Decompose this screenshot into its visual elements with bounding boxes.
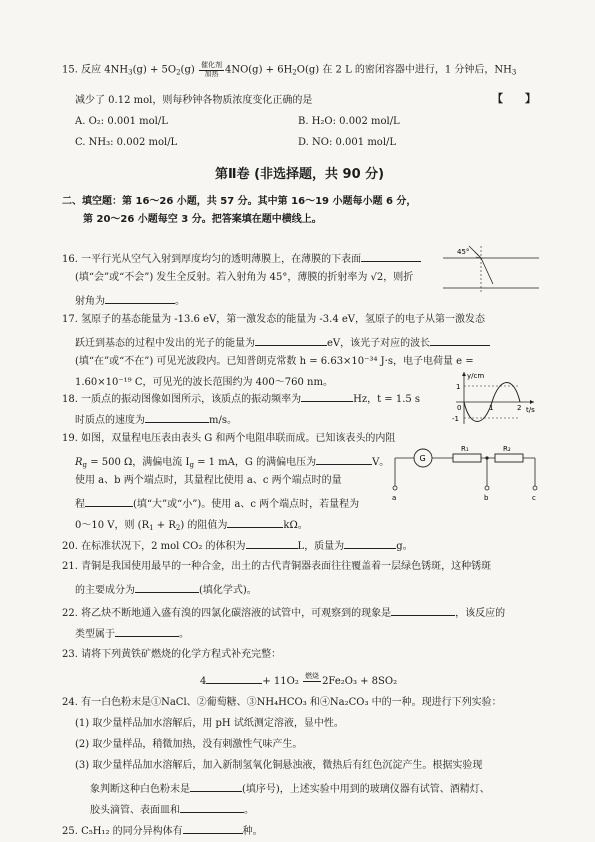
q17-line2: 跃迁到基态的过程中发出的光子的能量为 eV，该光子对应的波长 [75, 334, 490, 351]
q22-blank-2[interactable] [115, 625, 179, 637]
answer-bracket: 【 】 [492, 92, 536, 105]
q15-option-a: A. O₂: 0.001 mol/L [75, 116, 168, 127]
y-tick-1: 1 [456, 383, 461, 391]
q16-blank-1[interactable] [361, 250, 421, 262]
q17-line1: 17. 氢原子的基态能量为 -13.6 eV，第一激发态的能量为 -3.4 eV，氢原子的电子从第一激发态 [62, 314, 486, 325]
terminal-c-label: c [532, 494, 536, 502]
q23-line1: 23. 请将下列黄铁矿燃烧的化学方程式补充完整： [62, 649, 282, 660]
q16-line3: 射角为 。 [75, 292, 185, 309]
voltmeter-circuit [383, 440, 543, 502]
q25-line: 25. C₅H₁₂ 的同分异构体有 种。 [62, 822, 263, 839]
terminal-b-label: b [484, 494, 489, 502]
q24-line5: 象判断这种白色粉末是 (填序号)，上述实验中用到的玻璃仪器有试管、酒精灯、 [90, 780, 490, 797]
q18-line1: 18. 一质点的振动图像如图所示，该质点的振动频率为 Hz，t = 1.5 s [62, 390, 420, 407]
q19-blank-3[interactable] [227, 516, 283, 528]
q18-blank-2[interactable] [145, 411, 209, 423]
q19-line3: 使用 a、b 两个端点时，其量程比使用 a、c 两个端点时的量 [75, 475, 342, 486]
q24-line3: (2) 取少量样品，稍微加热，没有刺激性气味产生。 [75, 739, 303, 750]
q15-line2: 减少了 0.12 mol，则每秒钟各物质浓度变化正确的是 [75, 95, 313, 106]
galvanometer-label: G [419, 454, 426, 463]
q16-line1: 16. 一平行光从空气入射到厚度均匀的透明薄膜上，在薄膜的下表面 [62, 250, 421, 267]
q23-blank[interactable] [206, 672, 262, 684]
q19-line1: 19. 如图，双量程电压表由表头 G 和两个电阻串联而成。已知该表头的内阻 [62, 433, 396, 444]
q24-blank-1[interactable] [190, 780, 242, 792]
r2-label: R₂ [503, 445, 511, 453]
q24-line6: 胶头滴管、表面皿和 。 [90, 801, 254, 818]
q19-line5: 0～10 V，则 $(R_1 + R_2)$ 的阻值为 kΩ。 [75, 516, 308, 533]
q17-blank-2[interactable] [430, 334, 490, 346]
x-axis-label: t/s [526, 406, 535, 414]
q25-blank[interactable] [183, 822, 243, 834]
q22-line2: 类型属于 。 [75, 625, 189, 642]
vibration-graph [442, 368, 542, 428]
q24-line1: 24. 有一白色粉末是①NaCl、②葡萄糖、③NH₄HCO₃ 和④Na₂CO₃ 中的一种。现进行下列实验： [62, 697, 502, 708]
q22-blank-1[interactable] [391, 604, 455, 616]
q19-blank-1[interactable] [316, 453, 372, 465]
q24-line2: (1) 取少量样品加水溶解后，用 pH 试纸测定溶液，显中性。 [75, 718, 344, 729]
x-tick-2: 2 [517, 404, 522, 412]
q15-line1: 15. 反应 $4NH_3(g) + 5O_2(g)$ $\frac{\text{催化剂}}{\text{加热}}$ $4NO(g) + 6H_2O(g)$ 在 2 L 的密闭容器中进行，1 分钟后，$NH_3$ [62, 61, 517, 78]
q19-line4: 程 (填“大”或“小”)。使用 a、c 两个端点时，若量程为 [75, 495, 359, 512]
y-axis-label: y/cm [467, 372, 485, 380]
section-intro-2: 第 20～26 小题每空 3 分。把答案填在题中横线上。 [83, 214, 322, 225]
q19-blank-2[interactable] [85, 495, 133, 507]
origin-label: 0 [457, 404, 462, 412]
q21-line2: 的主要成分为 (填化学式)。 [75, 581, 257, 598]
section-title: 第Ⅱ卷 (非选择题，共 90 分) [215, 167, 385, 182]
q17-line3: (填“在”或“不在”) 可见光波段内。已知普朗克常数 h = 6.63×10⁻³⁴ J·s，电子电荷量 e = [75, 356, 474, 367]
q18-line2: 时质点的速度为 m/s。 [75, 411, 237, 428]
q20-blank-2[interactable] [344, 537, 396, 549]
q21-line1: 21. 青铜是我国使用最早的一种合金，出土的古代青铜器表面往往覆盖着一层绿色锈斑，这种锈斑 [62, 561, 492, 572]
q15-option-b: B. H₂O: 0.002 mol/L [298, 116, 400, 127]
section-intro-1: 二、填空题：第 16～26 小题，共 57 分。其中第 16～19 小题每小题 6 分， [62, 196, 417, 207]
combustion-condition: 燃烧 [305, 672, 320, 681]
q15-option-c: C. NH₃: 0.002 mol/L [75, 137, 178, 148]
q21-blank[interactable] [135, 581, 199, 593]
q20-line: 20. 在标准状况下，2 mol CO₂ 的体积为 L，质量为 g。 [62, 537, 413, 554]
q22-line1: 22. 将乙炔不断地通入盛有溴的四氯化碳溶液的试管中，可观察到的现象是 ，该反应的 [62, 604, 505, 621]
q19-line2: $R_g = 500$ Ω，满偏电流 $I_g = 1$ mA，G 的满偏电压为 V。 [75, 453, 389, 470]
q17-line4: 1.60×10⁻¹⁹ C，可见光的波长范围约为 400～760 nm。 [75, 377, 333, 388]
q24-line4: (3) 取少量样品加水溶解后，加入新制氢氧化铜悬浊液，微热后有红色沉淀产生。根据实验现 [75, 760, 483, 771]
q18-blank-1[interactable] [301, 390, 353, 402]
incidence-angle-label: 45° [457, 248, 470, 256]
terminal-a-label: a [392, 494, 397, 502]
q20-blank-1[interactable] [246, 537, 298, 549]
film-refraction-figure [435, 244, 543, 296]
r1-label: R₁ [461, 445, 469, 453]
q23-equation: 4 + 11O₂ 燃烧 2Fe₂O₃ + 8SO₂ [200, 672, 397, 690]
q17-blank-1[interactable] [255, 334, 327, 346]
q16-blank-2[interactable] [105, 292, 175, 304]
q24-blank-2[interactable] [180, 801, 244, 813]
q16-line2: (填“会”或“不会”) 发生全反射。若入射角为 45°，薄膜的折射率为 √2，则折 [75, 272, 414, 283]
reaction-condition: $\frac{\text{催化剂}}{\text{加热}}$ [200, 61, 222, 78]
y-tick-minus-1: -1 [452, 415, 459, 423]
x-tick-1: 1 [489, 404, 494, 412]
q15-option-d: D. NO: 0.001 mol/L [298, 137, 397, 148]
